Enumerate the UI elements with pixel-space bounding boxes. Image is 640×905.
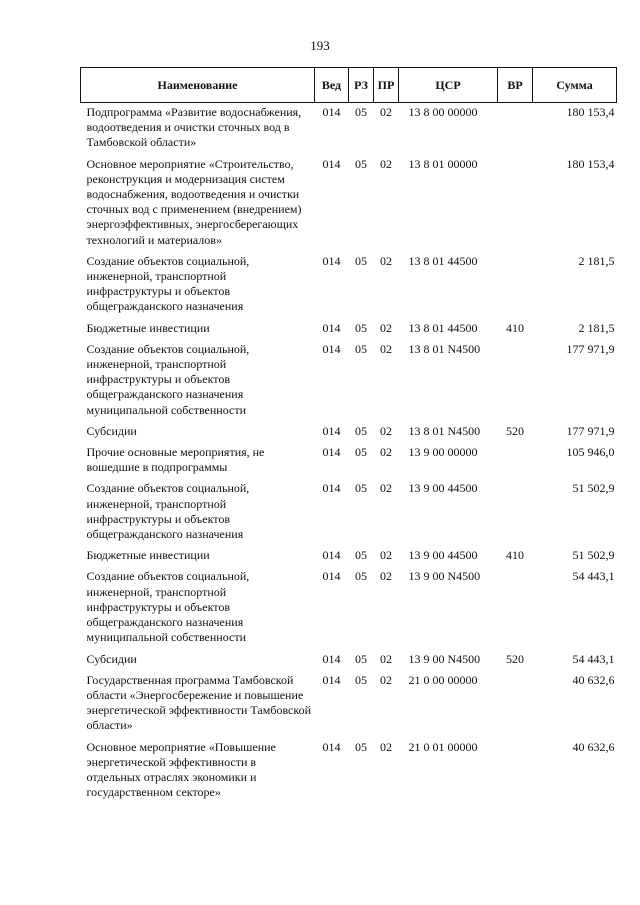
cell-csr: 13 9 00 44500 <box>408 548 478 563</box>
table-header <box>81 68 617 103</box>
table-row <box>81 254 617 321</box>
cell-ved: 014 <box>322 445 341 460</box>
header-pr: ПР <box>374 68 399 103</box>
cell-name: Основное мероприятие «Повышение энергетической эффективности в отдельных отраслях экономики и государственном секторе» <box>86 739 276 800</box>
cell-rz: 05 <box>355 569 367 584</box>
cell-vr <box>498 157 533 254</box>
cell-rz: 05 <box>355 320 367 335</box>
cell-vr: 410 <box>506 320 524 335</box>
cell-pr: 02 <box>380 156 392 171</box>
cell-csr: 13 8 01 44500 <box>408 253 478 268</box>
table-row <box>81 652 617 673</box>
cell-pr: 02 <box>380 651 392 666</box>
cell-name: Основное мероприятие «Строительство, реконструкция и модернизация систем водоснабжения, водоотведения и очистки сточных вод с применением (внедрением) энергоэффективных, энергосберегающих технологий и материалов» <box>86 156 302 247</box>
budget-table <box>80 67 617 806</box>
header-rz: РЗ <box>349 68 374 103</box>
cell-vr: 520 <box>506 651 524 666</box>
cell-rz: 05 <box>355 548 367 563</box>
cell-csr: 13 8 01 00000 <box>408 156 478 171</box>
cell-name: Создание объектов социальной, инженерной, транспортной инфраструктуры и объектов общегражданского назначения муниципальной собственности <box>86 341 250 417</box>
cell-csr: 21 0 01 00000 <box>408 739 478 754</box>
cell-pr: 02 <box>380 672 392 687</box>
cell-pr: 02 <box>380 548 392 563</box>
table-row <box>81 740 617 807</box>
cell-sum: 40 632,6 <box>572 739 615 754</box>
cell-sum: 51 502,9 <box>572 481 615 496</box>
cell-csr: 13 8 01 N4500 <box>408 423 481 438</box>
header-name: Наименование <box>81 68 315 103</box>
cell-rz: 05 <box>355 672 367 687</box>
cell-name: Бюджетные инвестиции <box>86 320 210 335</box>
cell-ved: 014 <box>322 569 341 584</box>
cell-ved: 014 <box>322 423 341 438</box>
cell-csr: 13 8 00 00000 <box>408 105 478 119</box>
cell-ved: 014 <box>322 156 341 171</box>
cell-sum: 2 181,5 <box>578 320 615 335</box>
table-row <box>81 569 617 651</box>
cell-vr <box>498 740 533 807</box>
cell-name: Субсидии <box>86 651 137 666</box>
cell-csr: 13 9 00 00000 <box>408 445 478 460</box>
cell-sum: 40 632,6 <box>572 672 615 687</box>
cell-pr: 02 <box>380 739 392 754</box>
cell-sum: 180 153,4 <box>566 105 615 119</box>
cell-vr <box>498 673 533 740</box>
cell-vr <box>498 481 533 548</box>
table-row <box>81 445 617 481</box>
cell-ved: 014 <box>322 672 341 687</box>
cell-sum: 180 153,4 <box>566 156 615 171</box>
cell-pr: 02 <box>380 481 392 496</box>
cell-vr <box>498 103 533 157</box>
table-row <box>81 548 617 569</box>
cell-vr <box>498 254 533 321</box>
table-row <box>81 321 617 342</box>
cell-csr: 13 8 01 44500 <box>408 320 478 335</box>
cell-ved: 014 <box>322 651 341 666</box>
cell-ved: 014 <box>322 253 341 268</box>
cell-sum: 105 946,0 <box>566 445 615 460</box>
table-row <box>81 673 617 740</box>
cell-rz: 05 <box>355 651 367 666</box>
header-csr: ЦСР <box>399 68 498 103</box>
cell-vr <box>498 569 533 651</box>
cell-vr: 410 <box>506 548 524 563</box>
cell-sum: 177 971,9 <box>566 341 615 356</box>
table-row <box>81 481 617 548</box>
cell-name: Субсидии <box>86 423 137 438</box>
cell-rz: 05 <box>355 156 367 171</box>
cell-name: Государственная программа Тамбовской области «Энергосбережение и повышение энергетической эффективности Тамбовской области» <box>86 672 312 733</box>
cell-csr: 13 9 00 N4500 <box>408 569 481 584</box>
cell-pr: 02 <box>380 445 392 460</box>
cell-rz: 05 <box>355 423 367 438</box>
cell-name: Прочие основные мероприятия, не вошедшие в подпрограммы <box>86 445 265 475</box>
cell-pr: 02 <box>380 253 392 268</box>
cell-csr: 13 8 01 N4500 <box>408 341 481 356</box>
cell-csr: 21 0 00 00000 <box>408 672 478 687</box>
cell-ved: 014 <box>322 739 341 754</box>
table-row <box>81 157 617 254</box>
cell-rz: 05 <box>355 739 367 754</box>
cell-sum: 51 502,9 <box>572 548 615 563</box>
cell-pr: 02 <box>380 105 392 119</box>
cell-name: Создание объектов социальной, инженерной, транспортной инфраструктуры и объектов общегражданского назначения <box>86 253 250 314</box>
table-row <box>81 103 617 157</box>
cell-rz: 05 <box>355 341 367 356</box>
cell-ved: 014 <box>322 481 341 496</box>
table-row <box>81 424 617 445</box>
cell-rz: 05 <box>355 445 367 460</box>
cell-rz: 05 <box>355 253 367 268</box>
cell-pr: 02 <box>380 423 392 438</box>
cell-ved: 014 <box>322 341 341 356</box>
cell-csr: 13 9 00 N4500 <box>408 651 481 666</box>
cell-name: Бюджетные инвестиции <box>86 548 210 563</box>
cell-csr: 13 9 00 44500 <box>408 481 478 496</box>
cell-sum: 54 443,1 <box>572 651 615 666</box>
cell-ved: 014 <box>322 548 341 563</box>
cell-rz: 05 <box>355 105 367 119</box>
cell-ved: 014 <box>322 105 341 119</box>
header-ved: Вед <box>315 68 349 103</box>
cell-pr: 02 <box>380 320 392 335</box>
cell-rz: 05 <box>355 481 367 496</box>
cell-vr <box>498 445 533 481</box>
cell-ved: 014 <box>322 320 341 335</box>
cell-sum: 177 971,9 <box>566 423 615 438</box>
cell-name: Создание объектов социальной, инженерной, транспортной инфраструктуры и объектов общегражданского назначения муниципальной собственности <box>86 569 250 645</box>
cell-name: Подпрограмма «Развитие водоснабжения, водоотведения и очистки сточных вод в Тамбовской области» <box>86 105 302 150</box>
cell-sum: 54 443,1 <box>572 569 615 584</box>
header-vr: ВР <box>498 68 533 103</box>
cell-pr: 02 <box>380 341 392 356</box>
table-row <box>81 342 617 424</box>
cell-vr <box>498 342 533 424</box>
cell-vr: 520 <box>506 423 524 438</box>
cell-sum: 2 181,5 <box>578 253 615 268</box>
cell-pr: 02 <box>380 569 392 584</box>
cell-name: Создание объектов социальной, инженерной, транспортной инфраструктуры и объектов общегражданского назначения <box>86 481 250 542</box>
header-sum: Сумма <box>533 68 617 103</box>
table-body <box>81 103 617 807</box>
page-number: 193 <box>310 38 330 53</box>
